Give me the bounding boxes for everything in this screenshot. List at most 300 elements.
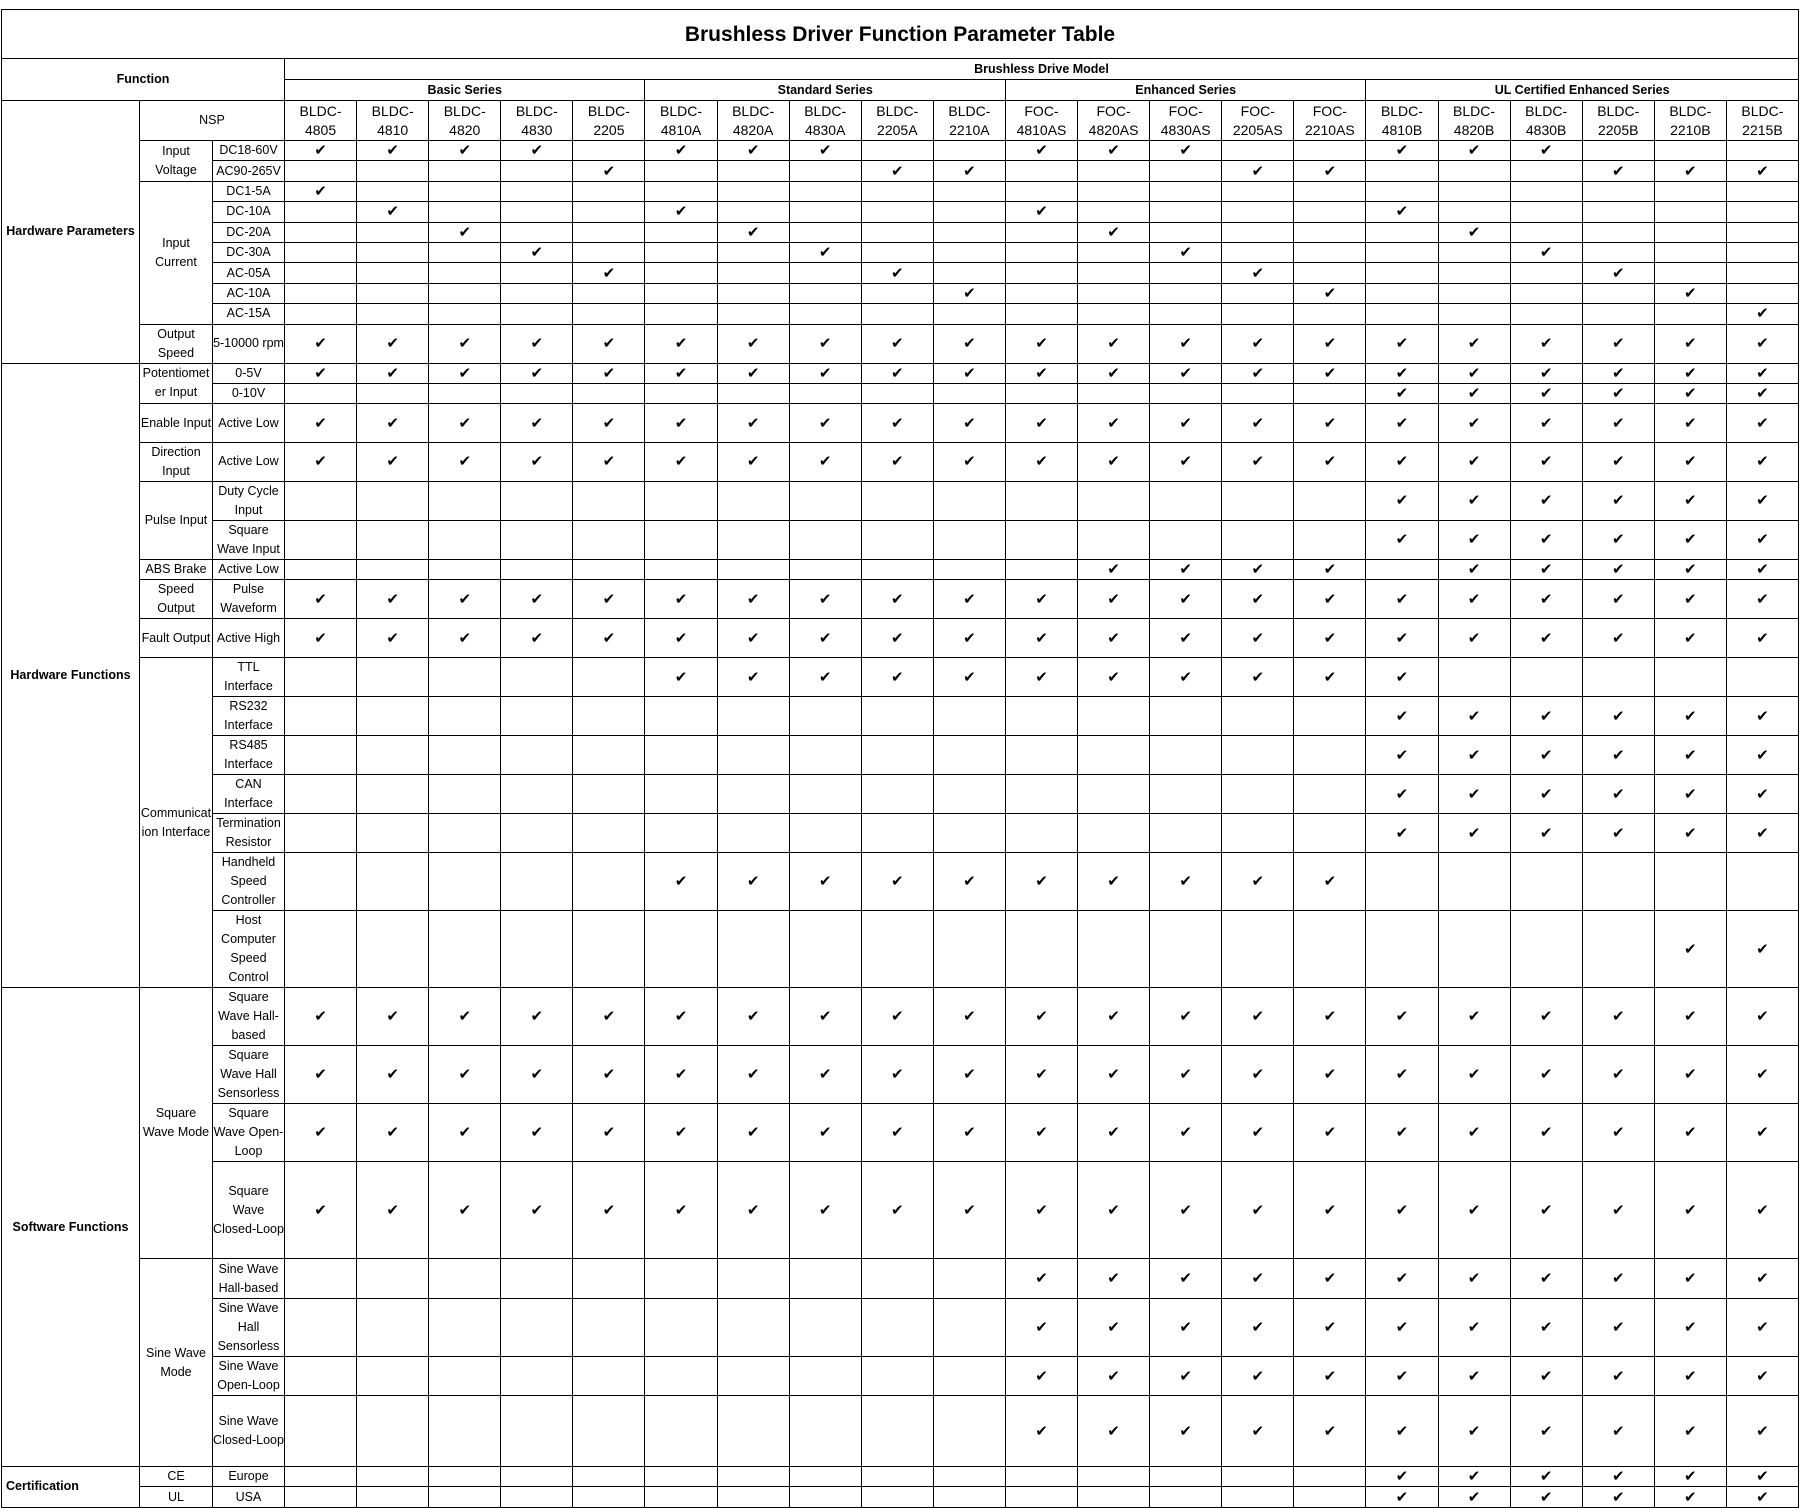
support-cell: [285, 324, 357, 363]
checkmark-icon: ✔: [1395, 1066, 1409, 1084]
support-cell: [1654, 304, 1726, 324]
function-group-label: Output Speed: [140, 324, 213, 363]
checkmark-icon: ✔: [1684, 746, 1697, 764]
checkmark-icon: ✔: [1539, 824, 1553, 842]
model-header: [1294, 101, 1366, 141]
parameter-label: RS232 Interface: [213, 697, 285, 736]
support-cell: [1366, 481, 1438, 520]
support-cell: [357, 988, 429, 1046]
support-cell: [573, 853, 645, 911]
support-cell: [1150, 222, 1222, 242]
support-cell: [573, 202, 645, 222]
parameter-label: DC1-5A: [213, 181, 285, 201]
support-cell: [1726, 1299, 1798, 1357]
checkmark-icon: ✔: [1179, 629, 1192, 647]
support-cell: [1294, 383, 1366, 403]
checkmark-icon: ✔: [1756, 1468, 1769, 1486]
function-group-label: CE: [140, 1467, 213, 1487]
checkmark-icon: ✔: [1539, 1488, 1553, 1506]
checkmark-icon: ✔: [1539, 335, 1553, 353]
support-cell: [1438, 1299, 1510, 1357]
support-cell: [501, 580, 573, 619]
parameter-label: 5-10000 rpm: [213, 324, 285, 363]
support-cell: [1366, 141, 1438, 161]
support-cell: [501, 442, 573, 481]
checkmark-icon: ✔: [1611, 1270, 1625, 1288]
parameter-label: USA: [213, 1487, 285, 1507]
model-prefix: FOC-: [1312, 102, 1347, 119]
series-header: UL Certified Enhanced Series: [1366, 80, 1799, 101]
checkmark-icon: ✔: [1684, 824, 1697, 842]
support-cell: [1654, 619, 1726, 658]
support-cell: [645, 404, 717, 443]
model-header: [573, 101, 645, 141]
function-group-label: UL: [140, 1487, 213, 1507]
support-cell: [1150, 304, 1222, 324]
checkmark-icon: ✔: [458, 414, 472, 432]
support-cell: [285, 383, 357, 403]
checkmark-icon: ✔: [1107, 1124, 1120, 1142]
support-cell: [933, 1357, 1005, 1396]
support-cell: [1078, 383, 1150, 403]
support-cell: [1726, 775, 1798, 814]
support-cell: [1582, 580, 1654, 619]
model-header: [1726, 101, 1798, 141]
support-cell: [789, 161, 861, 181]
support-cell: [1582, 1104, 1654, 1162]
support-cell: [573, 383, 645, 403]
checkmark-icon: ✔: [963, 453, 976, 471]
support-cell: [717, 736, 789, 775]
checkmark-icon: ✔: [1684, 1270, 1697, 1288]
checkmark-icon: ✔: [1756, 785, 1769, 803]
support-cell: [573, 658, 645, 697]
checkmark-icon: ✔: [1611, 746, 1625, 764]
checkmark-icon: ✔: [1179, 590, 1192, 608]
support-cell: [1438, 1162, 1510, 1259]
support-cell: [1510, 697, 1582, 736]
function-group-label: Sine Wave Mode: [140, 1259, 213, 1467]
checkmark-icon: ✔: [746, 1124, 760, 1142]
checkmark-icon: ✔: [1323, 364, 1337, 382]
checkmark-icon: ✔: [1611, 1367, 1625, 1385]
checkmark-icon: ✔: [1684, 561, 1697, 579]
checkmark-icon: ✔: [674, 414, 688, 432]
support-cell: [1150, 242, 1222, 262]
support-cell: [501, 1104, 573, 1162]
table-row: [2, 481, 1799, 520]
support-cell: [285, 404, 357, 443]
brushless-drive-model-header: Brushless Drive Model: [285, 59, 1799, 80]
support-cell: [717, 1396, 789, 1467]
checkmark-icon: ✔: [1467, 1270, 1481, 1288]
support-cell: [1582, 1487, 1654, 1507]
table-row: [2, 1396, 1799, 1467]
support-cell: [1510, 1162, 1582, 1259]
function-group-label: Input Voltage: [140, 141, 213, 182]
checkmark-icon: ✔: [1756, 385, 1769, 403]
support-cell: [1222, 559, 1294, 579]
support-cell: [1150, 988, 1222, 1046]
support-cell: [1294, 404, 1366, 443]
checkmark-icon: ✔: [1251, 414, 1265, 432]
category-label: Certification: [2, 1467, 140, 1508]
support-cell: [1005, 1487, 1077, 1507]
support-cell: [357, 911, 429, 988]
model-header: [1222, 101, 1294, 141]
support-cell: [1366, 911, 1438, 988]
support-cell: [285, 1467, 357, 1487]
support-cell: [573, 814, 645, 853]
support-cell: [1222, 1259, 1294, 1299]
support-cell: [1005, 181, 1077, 201]
model-prefix: BLDC-: [1525, 102, 1568, 119]
support-cell: [357, 383, 429, 403]
support-cell: [1222, 222, 1294, 242]
support-cell: [285, 283, 357, 303]
category-label: Software Functions: [2, 988, 140, 1467]
support-cell: [429, 911, 501, 988]
support-cell: [1366, 580, 1438, 619]
support-cell: [1654, 141, 1726, 161]
support-cell: [1150, 619, 1222, 658]
support-cell: [1438, 559, 1510, 579]
checkmark-icon: ✔: [1756, 1066, 1769, 1084]
support-cell: [1222, 363, 1294, 383]
support-cell: [285, 1357, 357, 1396]
checkmark-icon: ✔: [458, 364, 472, 382]
support-cell: [789, 383, 861, 403]
support-cell: [1438, 1259, 1510, 1299]
checkmark-icon: ✔: [1756, 414, 1769, 432]
table-row: [2, 1357, 1799, 1396]
model-prefix: FOC-: [1240, 102, 1275, 119]
support-cell: [285, 1396, 357, 1467]
checkmark-icon: ✔: [1467, 142, 1481, 160]
checkmark-icon: ✔: [963, 364, 976, 382]
support-cell: [1582, 520, 1654, 559]
model-number: 4830AS: [1160, 121, 1211, 138]
checkmark-icon: ✔: [1539, 1201, 1553, 1219]
support-cell: [1366, 202, 1438, 222]
checkmark-icon: ✔: [1539, 142, 1553, 160]
checkmark-icon: ✔: [891, 364, 904, 382]
checkmark-icon: ✔: [1756, 629, 1769, 647]
checkmark-icon: ✔: [1539, 531, 1553, 549]
support-cell: [861, 263, 933, 283]
support-cell: [1294, 1487, 1366, 1507]
checkmark-icon: ✔: [314, 629, 327, 647]
checkmark-icon: ✔: [602, 264, 616, 282]
support-cell: [789, 619, 861, 658]
model-number: 2205A: [877, 121, 918, 138]
support-cell: [1582, 988, 1654, 1046]
checkmark-icon: ✔: [1107, 223, 1120, 241]
checkmark-icon: ✔: [1539, 1468, 1553, 1486]
model-number: 4810: [377, 121, 409, 138]
support-cell: [789, 520, 861, 559]
support-cell: [357, 283, 429, 303]
function-group-label: Speed Output: [140, 580, 213, 619]
support-cell: [1654, 1162, 1726, 1259]
support-cell: [717, 161, 789, 181]
support-cell: [573, 1396, 645, 1467]
model-prefix: BLDC-: [1741, 102, 1784, 119]
support-cell: [1366, 520, 1438, 559]
header-row-model: [2, 59, 1799, 80]
support-cell: [1366, 619, 1438, 658]
support-cell: [861, 324, 933, 363]
support-cell: [717, 304, 789, 324]
checkmark-icon: ✔: [1395, 824, 1409, 842]
checkmark-icon: ✔: [1756, 824, 1769, 842]
model-number: 4820B: [1453, 121, 1495, 138]
support-cell: [1005, 1162, 1077, 1259]
parameter-label: Square Wave Hall-based: [213, 988, 285, 1046]
checkmark-icon: ✔: [1467, 453, 1481, 471]
checkmark-icon: ✔: [1611, 561, 1625, 579]
checkmark-icon: ✔: [1684, 1319, 1697, 1337]
support-cell: [1438, 775, 1510, 814]
support-cell: [933, 363, 1005, 383]
support-cell: [1366, 442, 1438, 481]
support-cell: [573, 141, 645, 161]
checkmark-icon: ✔: [1179, 364, 1192, 382]
checkmark-icon: ✔: [1611, 785, 1625, 803]
support-cell: [1654, 324, 1726, 363]
support-cell: [357, 658, 429, 697]
support-cell: [1222, 404, 1294, 443]
support-cell: [933, 559, 1005, 579]
support-cell: [285, 1259, 357, 1299]
support-cell: [429, 1259, 501, 1299]
support-cell: [501, 814, 573, 853]
checkmark-icon: ✔: [1107, 453, 1120, 471]
support-cell: [357, 304, 429, 324]
support-cell: [1438, 263, 1510, 283]
parameter-label: Square Wave Open-Loop: [213, 1104, 285, 1162]
support-cell: [1366, 1396, 1438, 1467]
checkmark-icon: ✔: [674, 873, 688, 891]
support-cell: [717, 324, 789, 363]
support-cell: [789, 202, 861, 222]
support-cell: [285, 222, 357, 242]
support-cell: [1582, 404, 1654, 443]
support-cell: [645, 658, 717, 697]
support-cell: [1150, 383, 1222, 403]
support-cell: [1510, 383, 1582, 403]
checkmark-icon: ✔: [386, 203, 399, 221]
support-cell: [1510, 658, 1582, 697]
model-prefix: BLDC-: [1380, 102, 1423, 119]
checkmark-icon: ✔: [1323, 1008, 1337, 1026]
support-cell: [1726, 383, 1798, 403]
model-number: 2205AS: [1232, 121, 1283, 138]
checkmark-icon: ✔: [1395, 746, 1409, 764]
support-cell: [1294, 363, 1366, 383]
checkmark-icon: ✔: [602, 629, 616, 647]
checkmark-icon: ✔: [746, 223, 760, 241]
model-header: [861, 101, 933, 141]
checkmark-icon: ✔: [746, 453, 760, 471]
support-cell: [573, 242, 645, 262]
support-cell: [1582, 658, 1654, 697]
support-cell: [1294, 988, 1366, 1046]
support-cell: [1078, 1467, 1150, 1487]
support-cell: [645, 736, 717, 775]
checkmark-icon: ✔: [1251, 162, 1265, 180]
support-cell: [1078, 736, 1150, 775]
checkmark-icon: ✔: [674, 142, 688, 160]
checkmark-icon: ✔: [1756, 1319, 1769, 1337]
checkmark-icon: ✔: [1756, 1124, 1769, 1142]
support-cell: [789, 242, 861, 262]
support-cell: [1366, 1357, 1438, 1396]
checkmark-icon: ✔: [1035, 453, 1048, 471]
support-cell: [1582, 1259, 1654, 1299]
checkmark-icon: ✔: [602, 1201, 616, 1219]
checkmark-icon: ✔: [1179, 142, 1192, 160]
support-cell: [717, 283, 789, 303]
support-cell: [1726, 222, 1798, 242]
support-cell: [357, 404, 429, 443]
support-cell: [1438, 1104, 1510, 1162]
support-cell: [573, 988, 645, 1046]
support-cell: [1078, 619, 1150, 658]
support-cell: [861, 1487, 933, 1507]
support-cell: [1294, 181, 1366, 201]
support-cell: [1366, 814, 1438, 853]
support-cell: [1438, 242, 1510, 262]
support-cell: [861, 222, 933, 242]
support-cell: [429, 814, 501, 853]
support-cell: [933, 580, 1005, 619]
support-cell: [789, 283, 861, 303]
support-cell: [1654, 363, 1726, 383]
table-row: [2, 988, 1799, 1046]
support-cell: [1222, 1162, 1294, 1259]
support-cell: [789, 559, 861, 579]
support-cell: [717, 263, 789, 283]
checkmark-icon: ✔: [1756, 561, 1769, 579]
support-cell: [1005, 775, 1077, 814]
support-cell: [717, 141, 789, 161]
support-cell: [1005, 363, 1077, 383]
support-cell: [717, 1104, 789, 1162]
support-cell: [1150, 1046, 1222, 1104]
support-cell: [717, 442, 789, 481]
checkmark-icon: ✔: [530, 1124, 544, 1142]
support-cell: [1294, 911, 1366, 988]
support-cell: [1222, 736, 1294, 775]
support-cell: [357, 520, 429, 559]
checkmark-icon: ✔: [1611, 1488, 1625, 1506]
checkmark-icon: ✔: [1684, 492, 1697, 510]
function-header: Function: [2, 59, 285, 101]
parameter-label: DC-10A: [213, 202, 285, 222]
checkmark-icon: ✔: [674, 629, 688, 647]
support-cell: [1005, 853, 1077, 911]
model-header: [1366, 101, 1438, 141]
support-cell: [429, 736, 501, 775]
support-cell: [1366, 1046, 1438, 1104]
support-cell: [1078, 404, 1150, 443]
support-cell: [1438, 1467, 1510, 1487]
support-cell: [1510, 1357, 1582, 1396]
support-cell: [1510, 202, 1582, 222]
support-cell: [645, 481, 717, 520]
support-cell: [1654, 222, 1726, 242]
parameter-label: Square Wave Input: [213, 520, 285, 559]
support-cell: [1005, 481, 1077, 520]
support-cell: [1726, 697, 1798, 736]
support-cell: [645, 853, 717, 911]
checkmark-icon: ✔: [530, 142, 544, 160]
support-cell: [1726, 304, 1798, 324]
support-cell: [429, 1396, 501, 1467]
checkmark-icon: ✔: [602, 590, 616, 608]
model-number: 2210AS: [1304, 121, 1355, 138]
support-cell: [573, 1357, 645, 1396]
support-cell: [1582, 141, 1654, 161]
support-cell: [789, 442, 861, 481]
checkmark-icon: ✔: [530, 414, 544, 432]
checkmark-icon: ✔: [1467, 824, 1481, 842]
support-cell: [1222, 697, 1294, 736]
checkmark-icon: ✔: [674, 668, 688, 686]
checkmark-icon: ✔: [1756, 1270, 1769, 1288]
support-cell: [1222, 283, 1294, 303]
checkmark-icon: ✔: [1251, 1367, 1265, 1385]
checkmark-icon: ✔: [458, 335, 472, 353]
checkmark-icon: ✔: [1539, 785, 1553, 803]
support-cell: [501, 1357, 573, 1396]
support-cell: [1294, 814, 1366, 853]
support-cell: [357, 1046, 429, 1104]
support-cell: [1726, 242, 1798, 262]
support-cell: [1366, 242, 1438, 262]
support-cell: [717, 814, 789, 853]
support-cell: [1438, 520, 1510, 559]
support-cell: [573, 911, 645, 988]
checkmark-icon: ✔: [602, 1066, 616, 1084]
support-cell: [1294, 202, 1366, 222]
support-cell: [429, 404, 501, 443]
checkmark-icon: ✔: [746, 873, 760, 891]
support-cell: [1005, 619, 1077, 658]
table-row: [2, 1487, 1799, 1507]
checkmark-icon: ✔: [1323, 453, 1337, 471]
support-cell: [645, 304, 717, 324]
checkmark-icon: ✔: [1756, 305, 1769, 323]
support-cell: [1438, 988, 1510, 1046]
checkmark-icon: ✔: [891, 162, 904, 180]
checkmark-icon: ✔: [891, 629, 904, 647]
checkmark-icon: ✔: [1684, 162, 1697, 180]
support-cell: [1366, 1104, 1438, 1162]
support-cell: [1078, 222, 1150, 242]
checkmark-icon: ✔: [818, 453, 832, 471]
support-cell: [357, 181, 429, 201]
support-cell: [429, 304, 501, 324]
table-row: [2, 141, 1799, 161]
support-cell: [429, 1487, 501, 1507]
model-header: [1654, 101, 1726, 141]
checkmark-icon: ✔: [1179, 244, 1192, 262]
checkmark-icon: ✔: [1395, 492, 1409, 510]
support-cell: [1726, 1104, 1798, 1162]
support-cell: [1005, 304, 1077, 324]
